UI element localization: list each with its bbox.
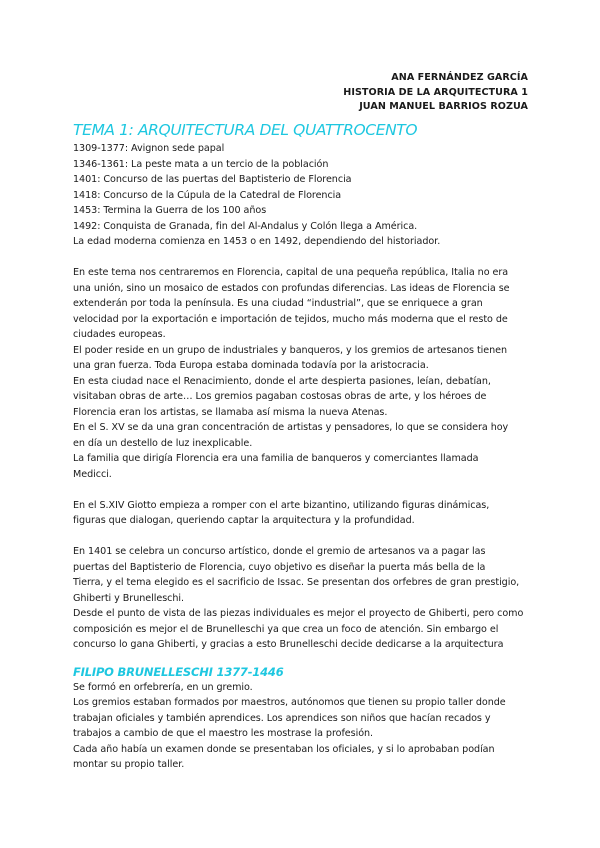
- text-line: una unión, sino un mosaico de estados con profundas diferencias. Las ideas de Florencia se: [73, 282, 510, 294]
- document-body: [73, 120, 533, 773]
- paragraph-giotto: [73, 498, 533, 529]
- section-title: FILIPO BRUNELLESCHI 1377-1446: [73, 664, 284, 679]
- professor-name: JUAN MANUEL BARRIOS ROZUA: [359, 101, 528, 112]
- text-line: Los gremios estaban formados por maestros, autónomos que tienen su propio taller donde: [73, 697, 506, 708]
- timeline-item: 1346-1361: La peste mata a un tercio de la población: [73, 158, 329, 170]
- text-line: montar su propio taller.: [73, 759, 185, 770]
- text-line: figuras que dialogan, queriendo captar la arquitectura y la profundidad.: [73, 515, 415, 526]
- timeline-item: 1492: Conquista de Granada, fin del Al-Andalus y Colón llega a América.: [73, 220, 418, 232]
- text-line: velocidad por la exportación e importación de tejidos, mucho más moderna que el resto de: [73, 313, 508, 325]
- spacer: [73, 529, 533, 545]
- spacer: [73, 653, 533, 664]
- course-name: HISTORIA DE LA ARQUITECTURA 1: [343, 86, 528, 98]
- document-header: [343, 71, 528, 115]
- text-line: En el S. XV se da una gran concentración de artistas y pensadores, lo que se considera hoy: [73, 422, 509, 433]
- text-line: Tierra, y el tema elegido es el sacrificio de Issac. Se presentan dos orfebres de gran prestigio,: [73, 577, 520, 588]
- text-line: En este tema nos centraremos en Florencia, capital de una pequeña república, Italia no era: [73, 267, 509, 278]
- text-line: Desde el punto de vista de las piezas individuales es mejor el proyecto de Ghiberti, pero como: [73, 608, 524, 619]
- text-line: El poder reside en un grupo de industriales y banqueros, y los gremios de artesanos tienen: [73, 344, 508, 356]
- text-line: una gran fuerza. Toda Europa estaba dominada todavía por la aristocracia.: [73, 360, 429, 371]
- paragraph-brunelleschi: [73, 680, 533, 773]
- paragraph-concurso: [73, 544, 533, 653]
- text-line: trabajos a cambio de que el maestro les mostrase la profesión.: [73, 728, 374, 739]
- timeline-note: La edad moderna comienza en 1453 o en 1492, dependiendo del historiador.: [73, 236, 441, 247]
- text-line: En 1401 se celebra un concurso artístico, donde el gremio de artesanos va a pagar las: [73, 546, 486, 557]
- text-line: La familia que dirigía Florencia era una familia de banqueros y comerciantes llamada: [73, 453, 479, 464]
- text-line: En esta ciudad nace el Renacimiento, donde el arte despierta pasiones, leían, debatían,: [73, 375, 491, 387]
- text-line: extenderán por toda la península. Es una ciudad “industrial”, que se enriquece a gran: [73, 298, 483, 309]
- text-line: concurso lo gana Ghiberti, y gracias a esto Brunelleschi decide dedicarse a la arquitectura: [73, 639, 504, 650]
- spacer: [73, 482, 533, 498]
- text-line: Ghiberti y Brunelleschi.: [73, 592, 185, 604]
- timeline-item: 1418: Concurso de la Cúpula de la Catedral de Florencia: [73, 189, 342, 201]
- timeline-item: 1453: Termina la Guerra de los 100 años: [73, 205, 267, 216]
- text-line: Medicci.: [73, 468, 112, 480]
- timeline-item: 1309-1377: Avignon sede papal: [73, 143, 225, 154]
- text-line: ciudades europeas.: [73, 329, 166, 340]
- text-line: Se formó en orfebrería, en un gremio.: [73, 681, 253, 693]
- text-line: En el S.XIV Giotto empieza a romper con el arte bizantino, utilizando figuras dinámicas,: [73, 499, 490, 511]
- text-line: puertas del Baptisterio de Florencia, cuyo objetivo es diseñar la puerta más bella de la: [73, 561, 486, 573]
- text-line: en día un destello de luz inexplicable.: [73, 437, 253, 449]
- text-line: composición es mejor el de Brunelleschi ya que crea un foco de atención. Sin embargo el: [73, 623, 499, 635]
- text-line: visitaban obras de arte… Los gremios pagaban costosas obras de arte, y los héroes de: [73, 391, 487, 402]
- text-line: Florencia eran los artistas, se llamaba así misma la nueva Atenas.: [73, 406, 388, 418]
- page-title: TEMA 1: ARQUITECTURA DEL QUATTROCENTO: [73, 121, 418, 139]
- spacer: [73, 250, 533, 266]
- paragraph-florencia: [73, 265, 533, 482]
- text-line: trabajan oficiales y también aprendices. Los aprendices son niños que hacían recados y: [73, 712, 491, 724]
- timeline-list: [73, 141, 533, 250]
- text-line: Cada año había un examen donde se presentaban los oficiales, y si lo aprobaban podían: [73, 743, 495, 755]
- author-name: ANA FERNÁNDEZ GARCÍA: [391, 72, 528, 83]
- timeline-item: 1401: Concurso de las puertas del Baptisterio de Florencia: [73, 174, 352, 185]
